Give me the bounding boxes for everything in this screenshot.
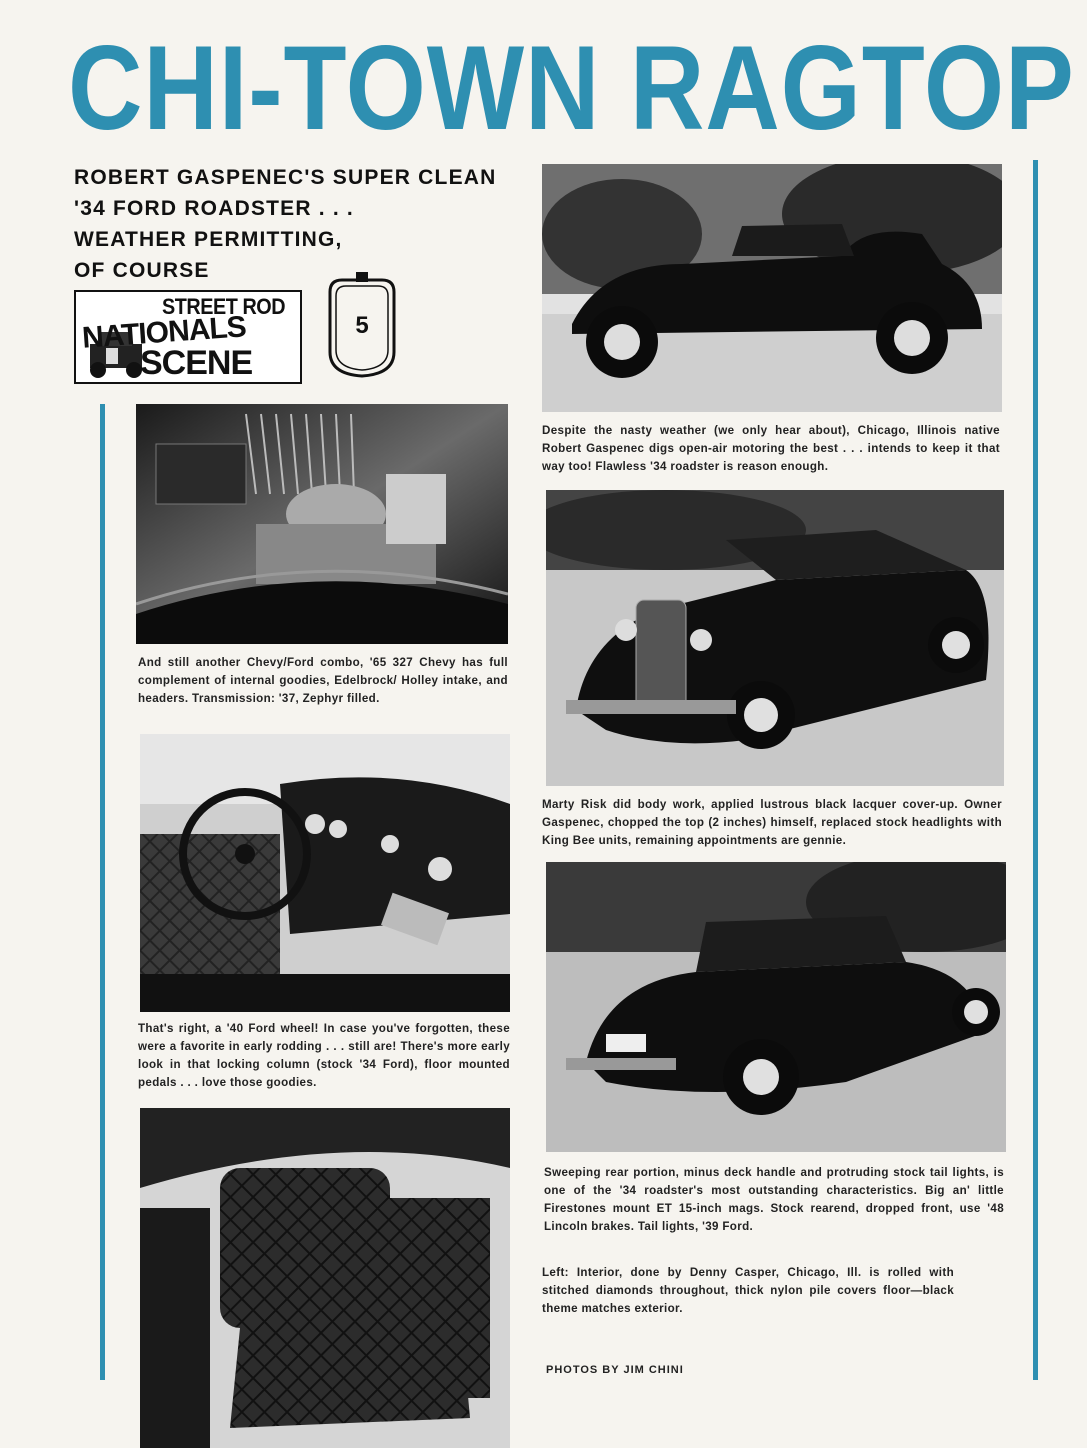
engine-photo bbox=[136, 404, 508, 644]
logo-line-nationals: NATIONALS bbox=[81, 310, 247, 355]
rear-view-caption: Sweeping rear portion, minus deck handle and protruding stock tail lights, is one of the '34 roadster's most outstanding characteristics. Big an' little Firestones mount ET 15-inch mags. Stock rearend, dropped front, use '48 Lincoln brakes. Tail lights, '39 Ford. bbox=[544, 1166, 1004, 1233]
logo-line-scene: SCENE bbox=[140, 344, 253, 382]
front-view-photo bbox=[546, 490, 1004, 786]
interior-caption: Left: Interior, done by Denny Casper, Chicago, Ill. is rolled with stitched diamonds throughout, thick nylon pile covers floor—black theme matches exterior. bbox=[542, 1266, 954, 1315]
side-view-photo bbox=[542, 164, 1002, 412]
page-title: CHI-TOWN RAGTOP bbox=[68, 21, 1075, 155]
engine-caption: And still another Chevy/Ford combo, '65 327 Chevy has full complement of internal goodies, Edelbrock/ Holley intake, and headers. Transmission: '37, Zephyr filled. bbox=[138, 656, 508, 705]
street-rod-nationals-logo bbox=[74, 290, 302, 384]
logo-line-street-rod: STREET ROD bbox=[162, 294, 286, 319]
badge-number: 5 bbox=[355, 312, 369, 339]
grille-badge bbox=[322, 272, 402, 380]
right-column-rule bbox=[1033, 160, 1038, 1380]
left-column-rule bbox=[100, 404, 105, 1380]
dashboard-caption: That's right, a '40 Ford wheel! In case you've forgotten, these were a favorite in early rodding . . . still are! There's more early look in that locking column (stock '34 Ford), floor mounted pedals . . . love those goodies. bbox=[138, 1022, 510, 1089]
subhead-line: ROBERT GASPENEC'S SUPER CLEAN bbox=[74, 166, 497, 189]
interior-photo bbox=[140, 1108, 510, 1448]
subhead-line: OF COURSE bbox=[74, 259, 210, 282]
photo-credit: PHOTOS BY JIM CHINI bbox=[546, 1364, 684, 1376]
subhead-line: WEATHER PERMITTING, bbox=[74, 228, 343, 251]
dashboard-photo bbox=[140, 734, 510, 1012]
rear-view-photo bbox=[546, 862, 1006, 1152]
side-view-caption: Despite the nasty weather (we only hear about), Chicago, Illinois native Robert Gaspenec digs open-air motoring the best . . . intends to keep it that way too! Flawless '34 roadster is reason enough. bbox=[542, 424, 1000, 473]
front-view-caption: Marty Risk did body work, applied lustrous black lacquer cover-up. Owner Gaspenec, chopped the top (2 inches) himself, replaced stock headlights with King Bee units, remaining appointments are gennie. bbox=[542, 798, 1002, 847]
subhead-line: '34 FORD ROADSTER . . . bbox=[74, 197, 354, 220]
subheadline bbox=[74, 162, 514, 286]
